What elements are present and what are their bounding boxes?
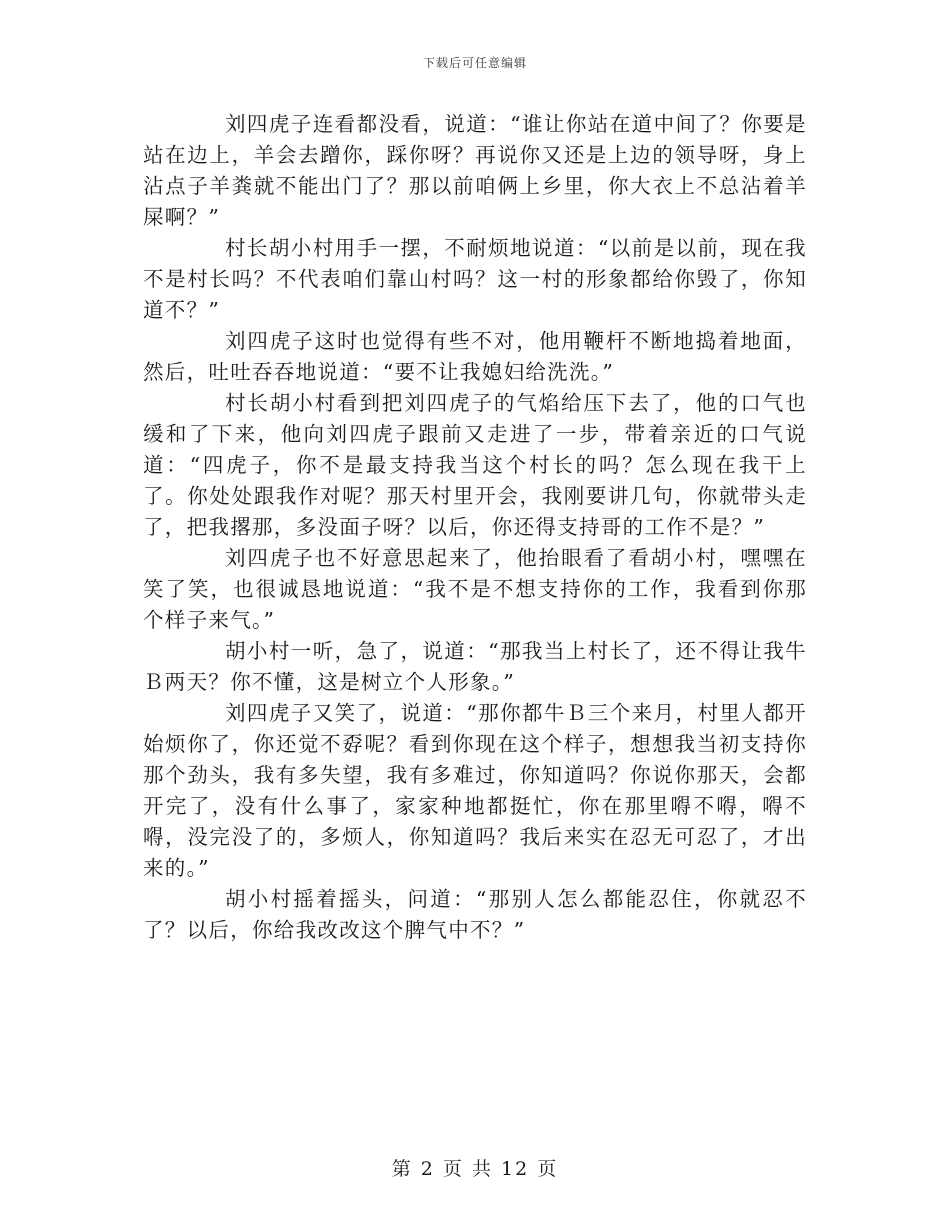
- page-header: 下载后可任意编辑: [422, 56, 527, 70]
- paragraph: 刘四虎子连看都没看，说道：“谁让你站在道中间了？你要是站在边上，羊会去蹭你，踩你呀？再说你又还是上边的领导呀，身上沾点子羊粪就不能出门了？那以前咱俩上乡里，你大衣上不总沾着羊屎啊？”: [143, 112, 807, 229]
- document-body: [143, 109, 807, 946]
- paragraph: 胡小村一听，急了，说道：“那我当上村长了，还不得让我牛Ｂ两天？你不懂，这是树立个人形象。”: [143, 639, 807, 694]
- paragraph: 村长胡小村看到把刘四虎子的气焰给压下去了，他的口气也缓和了下来，他向刘四虎子跟前又走进了一步，带着亲近的口气说道：“四虎子，你不是最支持我当这个村长的吗？怎么现在我干上了。你处处跟我作对呢？那天村里开会，我刚要讲几句，你就带头走了，把我撂那，多没面子呀？以后，你还得支持哥的工作不是？”: [143, 391, 807, 539]
- paragraph: 胡小村摇着摇头，问道：“那别人怎么都能忍住，你就忍不了？以后，你给我改改这个脾气中不？”: [143, 887, 807, 942]
- page-number: 第 2 页 共 12 页: [391, 1158, 559, 1180]
- paragraph: 刘四虎子又笑了，说道：“那你都牛Ｂ三个来月，村里人都开始烦你了，你还觉不孬呢？看到你现在这个样子，想想我当初支持你那个劲头，我有多失望，我有多难过，你知道吗？你说你那天，会都开完了，没有什么事了，家家种地都挺忙，你在那里嘚不嘚，嘚不嘚，没完没了的，多烦人，你知道吗？我后来实在忍无可忍了，才出来的。”: [143, 701, 807, 880]
- paragraph: 刘四虎子这时也觉得有些不对，他用鞭杆不断地捣着地面，然后，吐吐吞吞地说道：“要不让我媳妇给洗洗。”: [143, 329, 807, 384]
- paragraph: 刘四虎子也不好意思起来了，他抬眼看了看胡小村，嘿嘿在笑了笑，也很诚恳地说道：“我不是不想支持你的工作，我看到你那个样子来气。”: [143, 546, 807, 632]
- paragraph: 村长胡小村用手一摆，不耐烦地说道：“以前是以前，现在我不是村长吗？不代表咱们靠山村吗？这一村的形象都给你毁了，你知道不？”: [143, 236, 807, 322]
